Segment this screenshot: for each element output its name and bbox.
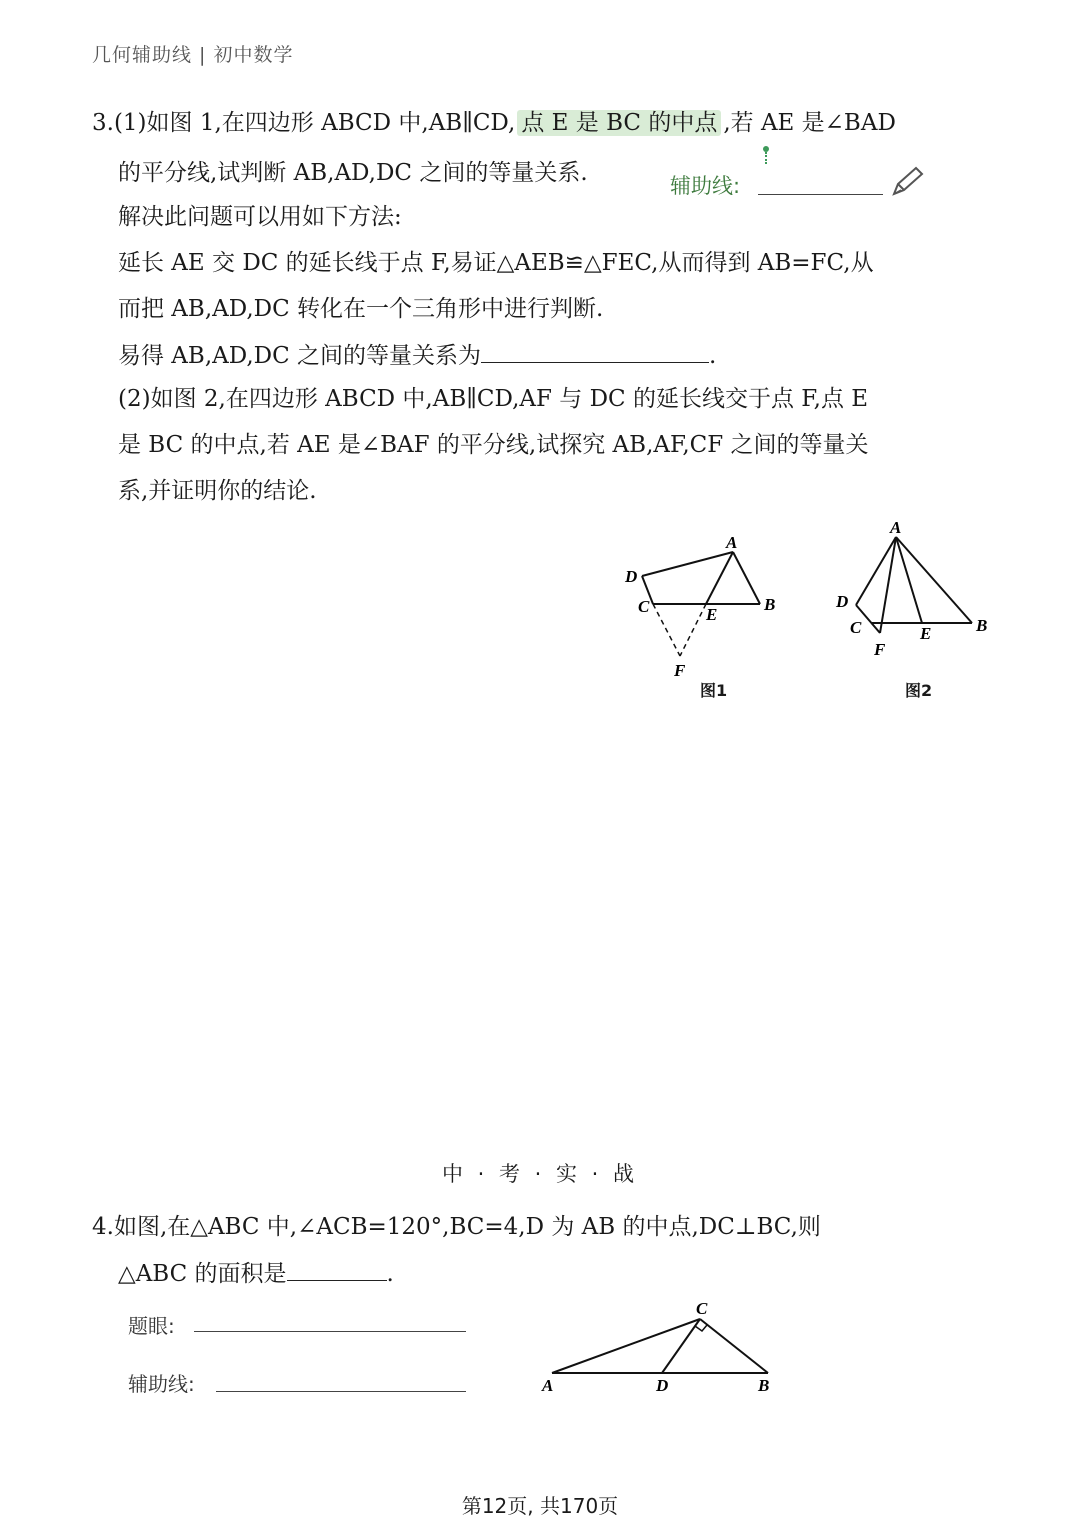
q3-line-2: 的平分线,试判断 AB,AD,DC 之间的等量关系. (118, 160, 588, 186)
fig1-dashed-CF (653, 604, 680, 656)
fig3-right-angle-mark (695, 1325, 707, 1331)
q3-line-6-text: 易得 AB,AD,DC 之间的等量关系为 (118, 343, 482, 369)
fig3-label-A: A (542, 1376, 554, 1395)
page-footer: 第12页, 共170页 (461, 1494, 619, 1518)
q3-aux-label: 辅助线: (670, 174, 741, 198)
q3-line-9: 系,并证明你的结论. (118, 478, 317, 504)
page-header: 几何辅助线 | 初中数学 (92, 44, 294, 66)
fig1-segment-DA (642, 552, 733, 576)
q4-aux-blank[interactable] (216, 1391, 466, 1392)
figure-2 (830, 515, 1000, 665)
fig1-label-D: D (625, 567, 638, 586)
q4-line-2 (118, 1256, 394, 1291)
q3-line-6-end: . (709, 343, 717, 369)
fig2-segment-AB (896, 537, 972, 623)
fig1-label-C: C (638, 597, 650, 616)
q3-answer-blank[interactable] (481, 338, 709, 363)
fig2-label-D: D (836, 592, 849, 611)
fig1-label-E: E (706, 605, 718, 624)
q3-aux-blank[interactable] (758, 194, 883, 195)
highlight-marker-stem (765, 152, 767, 164)
q3-line-5: 而把 AB,AD,DC 转化在一个三角形中进行判断. (118, 296, 604, 322)
q3-highlight: 点 E 是 BC 的中点 (517, 110, 721, 136)
q3-line-4: 延长 AE 交 DC 的延长线于点 F,易证△AEB≌△FEC,从而得到 AB=FC,从 (118, 250, 874, 276)
q4-eye-label: 题眼: (128, 1314, 175, 1338)
figure-3 (530, 1295, 790, 1400)
fig2-label-A: A (890, 518, 902, 537)
fig1-label-F: F (674, 661, 686, 680)
pen-icon[interactable] (888, 166, 924, 202)
q4-aux-label: 辅助线: (128, 1372, 195, 1396)
q4-line-2-end: . (386, 1261, 394, 1287)
q3-line-7: (2)如图 2,在四边形 ABCD 中,AB∥CD,AF 与 DC 的延长线交于点 F,点 E (118, 386, 869, 412)
fig1-segment-AE (706, 552, 733, 604)
fig3-label-B: B (758, 1376, 770, 1395)
figure-2-caption: 图2 (905, 681, 933, 700)
q4-eye-blank[interactable] (194, 1331, 466, 1332)
fig1-label-B: B (764, 595, 776, 614)
fig3-label-C: C (696, 1299, 708, 1318)
fig2-label-C: C (850, 618, 862, 637)
q3-line-1-end: ,若 AE 是∠BAD (723, 110, 896, 136)
fig3-segment-CB (700, 1319, 768, 1373)
q3-line-6 (118, 338, 716, 373)
fig2-label-E: E (920, 624, 932, 643)
fig1-label-A: A (726, 533, 738, 552)
figure-1 (610, 520, 810, 690)
q3-line-1-start: 3.(1)如图 1,在四边形 ABCD 中,AB∥CD, (92, 110, 516, 136)
fig3-segment-AC (552, 1319, 700, 1373)
q3-line-1 (92, 106, 896, 140)
fig3-label-D: D (656, 1376, 669, 1395)
fig2-label-B: B (976, 616, 988, 635)
figure-1-caption: 图1 (700, 681, 728, 700)
fig1-dashed-EF (680, 604, 706, 656)
fig1-segment-AB (733, 552, 760, 604)
q4-answer-blank[interactable] (287, 1256, 387, 1281)
q3-line-3: 解决此问题可以用如下方法: (118, 204, 402, 230)
fig2-segment-AE (896, 537, 922, 623)
fig2-label-F: F (874, 640, 886, 659)
section-title: 中 · 考 · 实 · 战 (441, 1162, 639, 1186)
q4-line-1: 4.如图,在△ABC 中,∠ACB=120°,BC=4,D 为 AB 的中点,DC⊥BC,则 (92, 1214, 821, 1240)
q4-line-2-text: △ABC 的面积是 (118, 1261, 287, 1287)
fig3-segment-CD (662, 1319, 700, 1373)
q3-line-8: 是 BC 的中点,若 AE 是∠BAF 的平分线,试探究 AB,AF,CF 之间的等量关 (118, 432, 869, 458)
